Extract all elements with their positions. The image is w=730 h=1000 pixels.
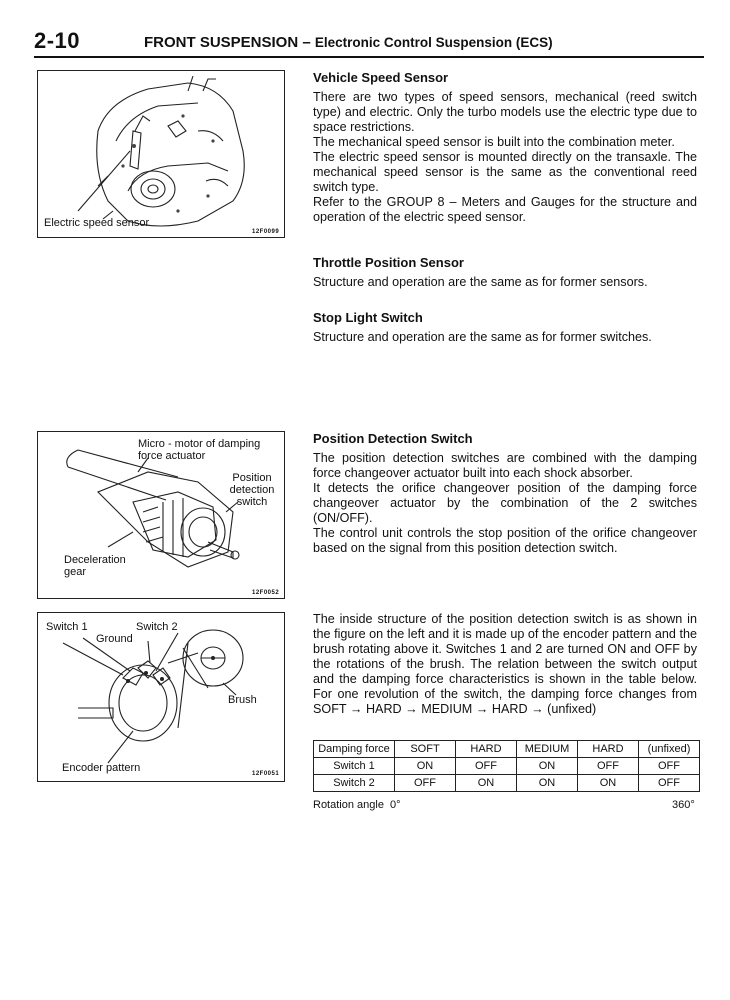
section-inside-structure [313, 612, 697, 717]
rotation-angle-start: Rotation angle 0° [313, 799, 401, 811]
table-cell: (unfixed) [639, 741, 700, 758]
pds-body: The position detection switches are combined with the damping force changeover actuator built into each shock absorber. It detects the orifice changeover position of the damping force changeover actuator by the combination of the 2 switches (ON/OFF). The control unit controls the stop position of the orifice changeover based on the signal from this position detection switch. [313, 451, 697, 555]
fig3-label-encoder: Encoder pattern [62, 762, 141, 774]
table-cell: Switch 2 [314, 775, 395, 792]
fig3-label-switch1: Switch 1 [46, 621, 88, 633]
vss-heading: Vehicle Speed Sensor [313, 70, 449, 85]
section-position-detection-switch [313, 431, 697, 556]
table-cell: ON [578, 775, 639, 792]
tps-heading: Throttle Position Sensor [313, 255, 464, 270]
fig2-label-gear: Deceleration gear [64, 554, 126, 578]
fig2-label-micro-motor: Micro - motor of damping force actuator [138, 438, 261, 462]
table-row [314, 775, 700, 792]
table-cell: ON [395, 758, 456, 775]
subsection-name: Electronic Control Suspension (ECS) [314, 35, 553, 50]
table-row [314, 741, 700, 758]
figure-actuator [37, 431, 285, 599]
table-cell: OFF [395, 775, 456, 792]
table-cell: Damping force [314, 741, 395, 758]
table-cell: MEDIUM [517, 741, 578, 758]
table-cell: HARD [578, 741, 639, 758]
fig3-label-brush: Brush [228, 694, 257, 706]
table-cell: OFF [639, 775, 700, 792]
fig2-code: 12F0052 [252, 590, 280, 596]
page-header [34, 28, 704, 58]
fig1-code: 12F0099 [252, 229, 280, 235]
rotation-angle-end: 360° [672, 799, 695, 811]
table-cell: OFF [639, 758, 700, 775]
table-cell: Switch 1 [314, 758, 395, 775]
figure-switch-structure [37, 612, 285, 782]
damping-force-table [313, 740, 700, 792]
section-throttle-position-sensor [313, 255, 697, 290]
table-cell: HARD [456, 741, 517, 758]
section-name: FRONT SUSPENSION – [144, 34, 311, 51]
sls-body: Structure and operation are the same as for former switches. [313, 330, 652, 344]
fig3-label-switch2: Switch 2 [136, 621, 178, 633]
pds-heading: Position Detection Switch [313, 431, 473, 446]
page-number: 2-10 [34, 28, 81, 53]
fig3-label-ground: Ground [96, 633, 133, 645]
table-cell: ON [456, 775, 517, 792]
section-vehicle-speed-sensor [313, 70, 697, 225]
section-stop-light-switch [313, 310, 697, 345]
vss-body: There are two types of speed sensors, mechanical (reed switch type) and electric. Only the turbo models use the electric type due to space restrictions. The mechanical speed sensor is built into the combination meter. The electric speed sensor is mounted directly on the transaxle. The mechanical speed sensor is the same as the conventional reed switch type. Refer to the GROUP 8 – Meters and Gauges for the structure and operation of the electric speed sensor. [313, 90, 697, 224]
table-cell: SOFT [395, 741, 456, 758]
sls-heading: Stop Light Switch [313, 310, 423, 325]
fig2-label-position-switch: Position detection switch [229, 472, 275, 508]
section-title [144, 34, 553, 51]
table-cell: OFF [578, 758, 639, 775]
fig3-code: 12F0051 [252, 771, 280, 777]
table-row [314, 758, 700, 775]
table-cell: ON [517, 775, 578, 792]
figure-speed-sensor [37, 70, 285, 238]
transaxle-illustration [38, 71, 284, 237]
fig1-label-speed-sensor: Electric speed sensor [44, 217, 150, 229]
table-cell: OFF [456, 758, 517, 775]
table-cell: ON [517, 758, 578, 775]
inside-body: The inside structure of the position detection switch is as shown in the figure on the left and it is made up of the encoder pattern and the brush rotating above it. Switches 1 and 2 are turned ON and OFF by the rotations of the brush. The relation between the switch output and the damping force characteristics is shown in the table below. For one revolution of the switch, the damping force changes from SOFT → HARD → MEDIUM → HARD → (unfixed) [313, 612, 697, 716]
tps-body: Structure and operation are the same as for former sensors. [313, 275, 648, 289]
